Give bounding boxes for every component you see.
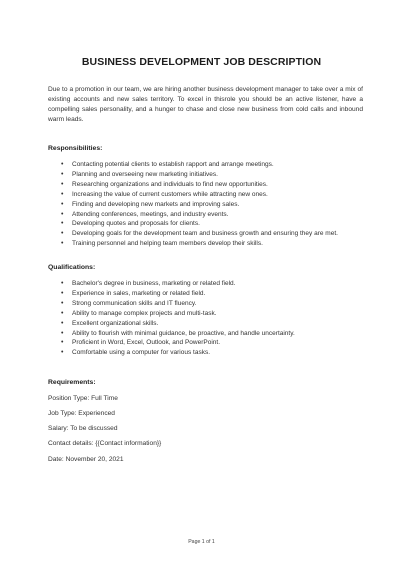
- requirements-heading: Requirements:: [48, 379, 96, 386]
- list-item: • Experience in sales, marketing or related field.: [61, 289, 206, 297]
- bullet-icon: •: [61, 299, 64, 307]
- bullet-icon: •: [61, 309, 64, 317]
- contact-details-field: Contact details: {{Contact information}}: [48, 440, 162, 447]
- list-item: • Ability to flourish with minimal guidance, be proactive, and handle uncertainty.: [61, 329, 295, 337]
- bullet-icon: •: [61, 329, 64, 337]
- bullet-icon: •: [61, 220, 64, 228]
- list-item: • Planning and overseeing new marketing initiatives.: [61, 170, 218, 178]
- list-item: • Researching organizations and individuals to find new opportunities.: [61, 180, 268, 188]
- list-item: • Attending conferences, meetings, and industry events.: [61, 210, 229, 218]
- bullet-icon: •: [61, 349, 64, 357]
- bullet-icon: •: [61, 161, 64, 168]
- bullet-icon: •: [61, 200, 64, 208]
- bullet-icon: •: [61, 319, 64, 327]
- list-item: • Proficient in Word, Excel, Outlook, and PowerPoint.: [61, 339, 221, 347]
- bullet-icon: •: [61, 280, 64, 287]
- list-item: • Developing goals for the development team and business growth and ensuring they are met.: [61, 230, 338, 238]
- bullet-icon: •: [61, 170, 64, 178]
- date-field: Date: November 20, 2021: [48, 456, 124, 463]
- bullet-icon: •: [61, 180, 64, 188]
- intro-paragraph: Due to a promotion in our team, we are hiring another business development manager to take over a mix of existing accounts and new sales territory. To excel in thisrole you should be an active listener, have a compelling sales personality, and a hunger to chase and close new business from cold calls and inbound warm leads.: [48, 86, 363, 123]
- bullet-icon: •: [61, 230, 64, 238]
- list-item: • Excellent organizational skills.: [61, 319, 159, 327]
- bullet-icon: •: [61, 289, 64, 297]
- position-type-field: Position Type: Full Time: [48, 395, 118, 402]
- bullet-icon: •: [61, 240, 64, 248]
- list-item: • Training personnel and helping team members develop their skills.: [61, 240, 263, 248]
- bullet-icon: •: [61, 339, 64, 347]
- bullet-icon: •: [61, 190, 64, 198]
- list-item: • Contacting potential clients to establish rapport and arrange meetings.: [61, 161, 274, 168]
- list-item: • Ability to manage complex projects and multi-task.: [61, 309, 217, 317]
- list-item: • Comfortable using a computer for various tasks.: [61, 349, 211, 357]
- responsibilities-heading: Responsibilities:: [48, 145, 103, 152]
- list-item: • Strong communication skills and IT fluency.: [61, 299, 197, 307]
- qualifications-list: [48, 279, 368, 358]
- job-type-field: Job Type: Experienced: [48, 410, 115, 417]
- bullet-icon: •: [61, 210, 64, 218]
- list-item: • Increasing the value of current customers while attracting new ones.: [61, 190, 268, 198]
- list-item: • Developing quotes and proposals for clients.: [61, 220, 200, 228]
- page-number: Page 1 of 1: [188, 539, 215, 545]
- list-item: • Bachelor's degree in business, marketing or related field.: [61, 280, 236, 287]
- responsibilities-list: [48, 160, 368, 249]
- qualifications-heading: Qualifications:: [48, 264, 96, 271]
- list-item: • Finding and developing new markets and improving sales.: [61, 200, 240, 208]
- salary-field: Salary: To be discussed: [48, 425, 118, 432]
- page-title: BUSINESS DEVELOPMENT JOB DESCRIPTION: [81, 56, 322, 68]
